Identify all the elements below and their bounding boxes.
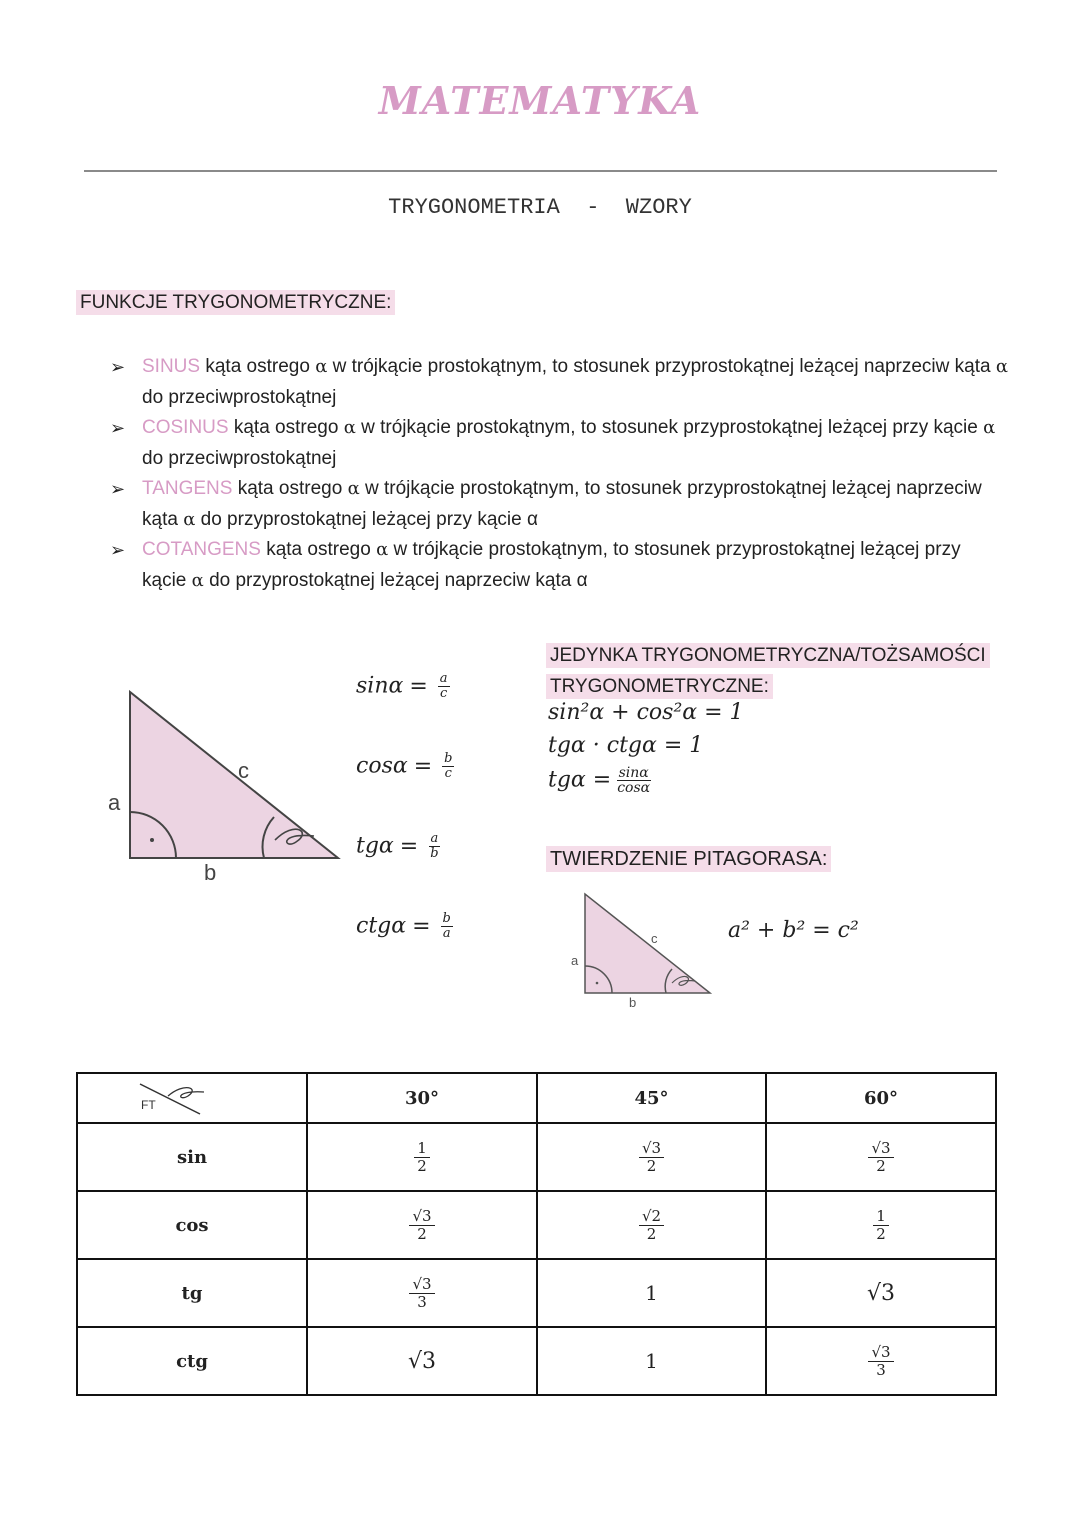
arrow-bullet-icon: ➢ xyxy=(110,357,126,377)
table-cell: $\frac{1}{2}$ xyxy=(307,1123,537,1191)
trig-values-table xyxy=(76,1072,997,1396)
table-header-row xyxy=(77,1073,996,1123)
side-b-label: b xyxy=(204,860,217,880)
corner-cell: FT xyxy=(77,1073,307,1123)
list-item: ➢ SINUS kąta ostrego α w trójkącie prostokątnym, to stosunek przyprostokątnej leżącej naprzeciw kąta α do przeciwprostokątnej xyxy=(110,352,1010,413)
table-cell: $\frac{√2}{2}$ xyxy=(537,1191,766,1259)
tg-ctg-identity: tgα · ctgα = 1 xyxy=(548,733,704,758)
ctg-formula: ctgα = $\frac{b}{a}$ xyxy=(356,911,451,941)
page-subtitle: TRYGONOMETRIA - WZORY xyxy=(388,195,692,220)
table-cell: √3 xyxy=(766,1259,996,1327)
small-triangle-diagram xyxy=(565,886,720,1011)
table-cell: $\frac{√3}{2}$ xyxy=(537,1123,766,1191)
table-row xyxy=(77,1259,996,1327)
side-a-label: a xyxy=(108,790,121,815)
arrow-bullet-icon: ➢ xyxy=(110,540,126,560)
tg-quotient-identity: tgα = $\frac{\sin\alpha}{\cos\alpha}$ xyxy=(548,765,651,796)
triangle-diagram xyxy=(100,680,350,880)
row-label: cos xyxy=(77,1191,307,1259)
list-item: ➢ TANGENS kąta ostrego α w trójkącie prostokątnym, to stosunek przyprostokątnej leżącej naprzeciw kąta α do przyprostokątnej leżącej przy kącie α xyxy=(110,474,1010,535)
tg-formula: tgα = $\frac{a}{b}$ xyxy=(356,831,439,861)
column-header: 45° xyxy=(537,1073,766,1123)
pythagorean-identity: sin²α + cos²α = 1 xyxy=(548,700,744,725)
list-item: ➢ COTANGENS kąta ostrego α w trójkącie prostokątnym, to stosunek przyprostokątnej leżącej przy kącie α do przyprostokątnej leżącej naprzeciw kąta α xyxy=(110,535,1010,596)
table-cell: 1 xyxy=(537,1327,766,1395)
column-header: 30° xyxy=(307,1073,537,1123)
row-label: sin xyxy=(77,1123,307,1191)
svg-text:c: c xyxy=(651,931,658,946)
identities-heading: JEDYNKA TRYGONOMETRYCZNA/TOŻSAMOŚCI TRYGONOMETRYCZNE: xyxy=(546,640,990,702)
table-row xyxy=(77,1191,996,1259)
table-cell: $\frac{√3}{2}$ xyxy=(307,1191,537,1259)
table-row xyxy=(77,1123,996,1191)
small-right-angle-dot xyxy=(596,982,599,985)
list-item: ➢ COSINUS kąta ostrego α w trójkącie prostokątnym, to stosunek przyprostokątnej leżącej przy kącie α do przeciwprostokątnej xyxy=(110,413,1010,474)
side-c-label: c xyxy=(238,758,249,783)
table-cell: $\frac{1}{2}$ xyxy=(766,1191,996,1259)
svg-text:a: a xyxy=(571,953,579,968)
cos-formula: cosα = $\frac{b}{c}$ xyxy=(356,751,453,781)
row-label: tg xyxy=(77,1259,307,1327)
table-cell: $\frac{√3}{3}$ xyxy=(766,1327,996,1395)
pythagoras-formula: a² + b² = c² xyxy=(728,918,859,943)
table-cell: $\frac{√3}{3}$ xyxy=(307,1259,537,1327)
definitions-list xyxy=(110,352,1010,596)
functions-heading: FUNKCJE TRYGONOMETRYCZNE: xyxy=(76,292,395,314)
arrow-bullet-icon: ➢ xyxy=(110,418,126,438)
triangle-shape xyxy=(130,692,338,858)
table-cell: √3 xyxy=(307,1327,537,1395)
table-row xyxy=(77,1327,996,1395)
table-cell: 1 xyxy=(537,1259,766,1327)
row-label: ctg xyxy=(77,1327,307,1395)
sin-formula: sinα = $\frac{a}{c}$ xyxy=(356,671,448,701)
page-title: MATEMATYKA xyxy=(378,78,702,123)
arrow-bullet-icon: ➢ xyxy=(110,479,126,499)
pythagoras-heading: TWIERDZENIE PITAGORASA: xyxy=(546,848,831,871)
divider xyxy=(84,170,997,172)
right-angle-dot xyxy=(150,838,154,842)
table-cell: $\frac{√3}{2}$ xyxy=(766,1123,996,1191)
svg-text:b: b xyxy=(629,995,637,1010)
small-triangle-shape xyxy=(585,894,710,993)
column-header: 60° xyxy=(766,1073,996,1123)
